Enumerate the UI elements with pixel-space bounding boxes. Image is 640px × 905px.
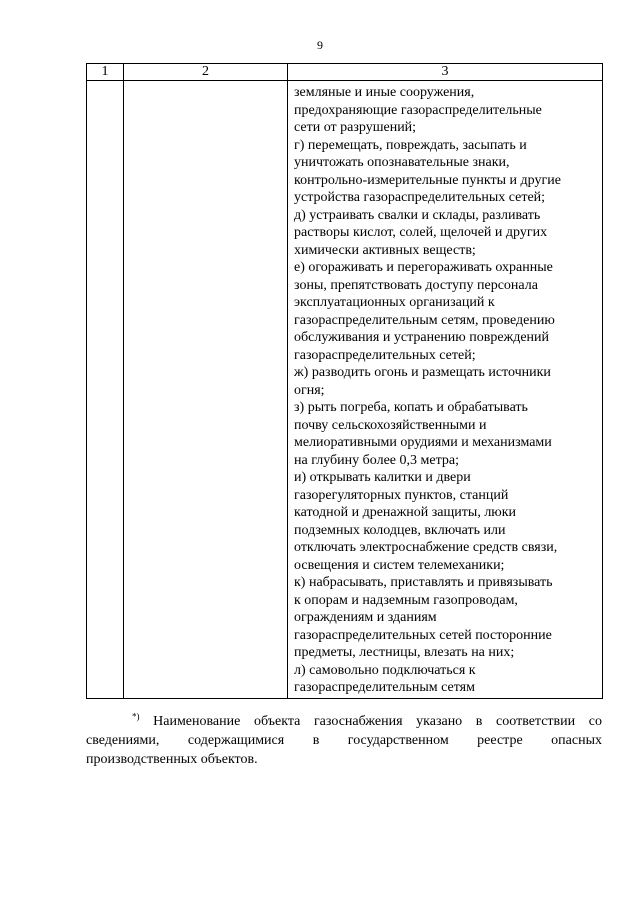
text-line: г) перемещать, повреждать, засыпать и (294, 137, 527, 153)
cell-col2 (124, 81, 288, 699)
text-line: газораспределительных сетей посторонние (294, 627, 552, 643)
column-header-1: 1 (87, 64, 124, 81)
text-line: растворы кислот, солей, щелочей и других (294, 225, 548, 240)
text-line: з) рыть погреба, копать и обрабатывать (294, 400, 528, 415)
footnote-line (86, 712, 602, 731)
text-line: газорегуляторных пунктов, станций (294, 487, 509, 503)
text-line: освещения и систем телемеханики; (294, 557, 505, 573)
text-line: газораспределительных сетей; (294, 347, 476, 363)
text-line: л) самовольно подключаться к (294, 662, 476, 678)
cell-col1 (87, 81, 124, 699)
text-line: уничтожать опознавательные знаки, (294, 155, 510, 170)
text-line: катодной и дренажной защиты, люки (294, 505, 517, 520)
text-line: земляные и иные сооружения, (294, 85, 475, 100)
text-line: отключать электроснабжение средств связи, (294, 540, 558, 555)
text-line: газораспределительным сетям (294, 680, 475, 695)
text-line: химически активных веществ; (294, 242, 476, 258)
text-line: ж) разводить огонь и размещать источники (294, 365, 551, 380)
cell-col3 (288, 81, 603, 699)
text-line: газораспределительным сетям, проведению (294, 312, 555, 328)
text-line: мелиоративными орудиями и механизмами (294, 435, 552, 450)
text-line: подземных колодцев, включать или (294, 522, 506, 538)
text-line: е) огораживать и перегораживать охранные (294, 260, 553, 275)
footnote-mark: *) (132, 711, 140, 722)
column-header-2: 2 (124, 64, 288, 81)
text-line: зоны, препятствовать доступу персонала (294, 277, 538, 293)
footnote-line: производственных объектов. (86, 752, 258, 767)
text-line: предметы, лестницы, влезать на них; (294, 645, 515, 660)
text-line: на глубину более 0,3 метра; (294, 452, 459, 468)
text-line: почву сельскохозяйственными и (294, 417, 487, 433)
text-line: д) устраивать свалки и склады, разливать (294, 207, 541, 223)
text-line: ограждениям и зданиям (294, 610, 437, 625)
text-line: огня; (294, 382, 325, 398)
table-header-row (87, 64, 603, 81)
text-line: предохраняющие газораспределительные (294, 102, 542, 118)
page-number: 9 (317, 38, 323, 52)
text-line: обслуживания и устранению повреждений (294, 330, 550, 345)
text-line: и) открывать калитки и двери (294, 470, 471, 485)
table-row (87, 81, 603, 699)
column-header-3: 3 (288, 64, 603, 81)
text-line: эксплуатационных организаций к (294, 295, 495, 310)
text-line: к опорам и надземным газопроводам, (294, 592, 518, 608)
requirements-table (86, 63, 603, 699)
text-line: устройства газораспределительных сетей; (294, 190, 546, 205)
text-line: сети от разрушений; (294, 120, 417, 135)
text-line: к) набрасывать, приставлять и привязывать (294, 575, 553, 590)
text-line: контрольно-измерительные пункты и другие (294, 172, 561, 188)
footnote-line: сведениями, содержащимися в государственном реестре опасных (86, 733, 602, 748)
footnote-text: Наименование объекта газоснабжения указано в соответствии со (153, 714, 602, 729)
footnote (86, 712, 602, 769)
